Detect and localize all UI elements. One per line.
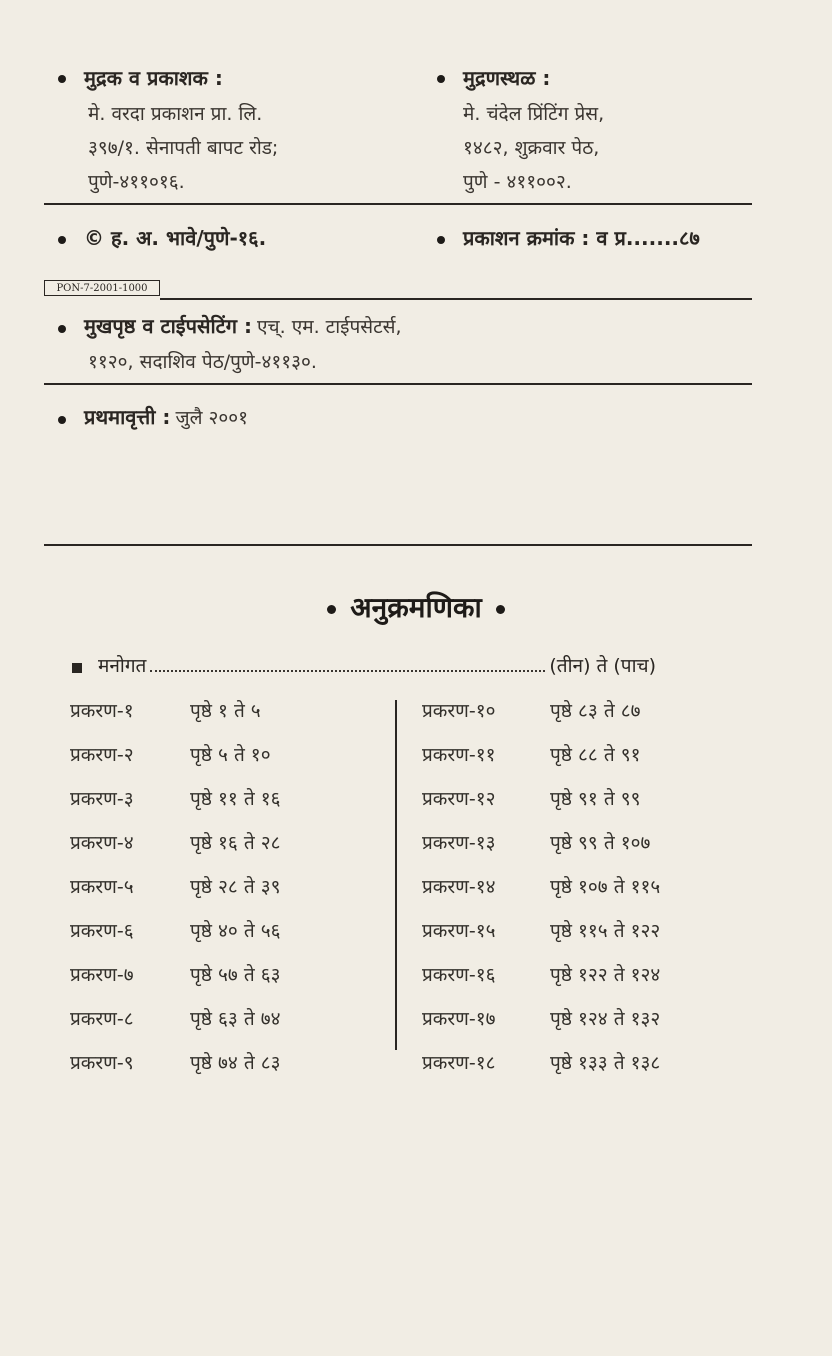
first-edition-value: जुलै २००१	[175, 407, 249, 429]
chapter-label: प्रकरण-७	[70, 964, 134, 986]
contents-row	[70, 869, 280, 913]
contents-row	[422, 1001, 660, 1045]
contents-row	[70, 781, 280, 825]
chapter-pages: पृष्ठे ५ ते १०	[190, 744, 271, 766]
chapter-pages: पृष्ठे २८ ते ३९	[190, 876, 281, 898]
contents-title-wrap	[0, 588, 832, 626]
contents-left-column	[70, 693, 280, 1089]
chapter-label: प्रकरण-१४	[422, 876, 496, 898]
press-line: १४८२, शुक्रवार पेठ,	[463, 137, 600, 159]
printer-publisher-line: मे. वरदा प्रकाशन प्रा. लि.	[88, 103, 263, 125]
chapter-pages: पृष्ठे ९९ ते १०७	[550, 832, 651, 854]
contents-row	[422, 1045, 660, 1089]
contents-title: अनुक्रमणिका	[350, 591, 482, 624]
printer-publisher-line: पुणे-४११०१६.	[88, 171, 185, 193]
chapter-label: प्रकरण-११	[422, 744, 496, 766]
contents-row	[422, 825, 660, 869]
chapter-pages: पृष्ठे ८३ ते ८७	[550, 700, 641, 722]
contents-row	[70, 825, 280, 869]
bullet-icon	[58, 75, 66, 83]
chapter-label: प्रकरण-५	[70, 876, 134, 898]
chapter-pages: पृष्ठे १२४ ते १३२	[550, 1008, 661, 1030]
preface-pages: (तीन) ते (पाच)	[549, 655, 656, 677]
press-line: मे. चंदेल प्रिंटिंग प्रेस,	[463, 103, 605, 125]
contents-row	[70, 693, 280, 737]
first-edition-label: प्रथमावृत्ती :	[84, 405, 171, 429]
chapter-label: प्रकरण-४	[70, 832, 134, 854]
contents-row	[422, 957, 660, 1001]
preface-line	[98, 652, 738, 678]
chapter-label: प्रकरण-२	[70, 744, 134, 766]
chapter-pages: पृष्ठे ७४ ते ८३	[190, 1052, 281, 1074]
chapter-pages: पृष्ठे ९१ ते ९९	[550, 788, 641, 810]
divider	[160, 298, 752, 300]
bullet-icon	[58, 325, 66, 333]
chapter-label: प्रकरण-१	[70, 700, 134, 722]
chapter-label: प्रकरण-१२	[422, 788, 496, 810]
chapter-pages: पृष्ठे १६ ते २८	[190, 832, 281, 854]
contents-row	[422, 693, 660, 737]
chapter-pages: पृष्ठे ११५ ते १२२	[550, 920, 661, 942]
dot-leader	[150, 654, 545, 672]
chapter-pages: पृष्ठे १२२ ते १२४	[550, 964, 661, 986]
chapter-pages: पृष्ठे ११ ते १६	[190, 788, 281, 810]
contents-row	[422, 869, 660, 913]
contents-row	[422, 737, 660, 781]
chapter-label: प्रकरण-१७	[422, 1008, 496, 1030]
contents-row	[70, 1001, 280, 1045]
chapter-label: प्रकरण-१०	[422, 700, 496, 722]
chapter-label: प्रकरण-९	[70, 1052, 134, 1074]
contents-row	[70, 913, 280, 957]
preface-label: मनोगत	[98, 655, 147, 677]
chapter-pages: पृष्ठे ८८ ते ९१	[550, 744, 641, 766]
contents-row	[70, 737, 280, 781]
contents-row	[422, 781, 660, 825]
chapter-pages: पृष्ठे ६३ ते ७४	[190, 1008, 281, 1030]
divider	[44, 203, 752, 205]
bullet-icon	[327, 605, 336, 614]
divider	[44, 544, 752, 546]
chapter-pages: पृष्ठे १ ते ५	[190, 700, 261, 722]
printer-publisher-line: ३९७/१. सेनापती बापट रोड;	[88, 137, 279, 159]
bullet-icon	[437, 236, 445, 244]
press-label: मुद्रणस्थळ :	[463, 66, 551, 90]
press-line: पुणे - ४११००२.	[463, 171, 572, 193]
print-code: PON-7-2001-1000	[44, 280, 160, 296]
chapter-label: प्रकरण-३	[70, 788, 134, 810]
contents-row	[70, 1045, 280, 1089]
publication-number: प्रकाशन क्रमांक : व प्र.......८७	[463, 226, 700, 250]
typesetting-address: ११२०, सदाशिव पेठ/पुणे-४११३०.	[88, 351, 317, 373]
bullet-icon	[437, 75, 445, 83]
chapter-label: प्रकरण-६	[70, 920, 134, 942]
bullet-icon	[58, 416, 66, 424]
chapter-pages: पृष्ठे ५७ ते ६३	[190, 964, 281, 986]
column-divider	[395, 700, 397, 1050]
contents-row	[422, 913, 660, 957]
typesetting-label: मुखपृष्ठ व टाईपसेटिंग :	[84, 314, 252, 338]
bullet-icon	[58, 236, 66, 244]
chapter-pages: पृष्ठे १०७ ते ११५	[550, 876, 661, 898]
chapter-label: प्रकरण-१३	[422, 832, 496, 854]
first-edition-line	[84, 403, 248, 430]
divider	[44, 383, 752, 385]
chapter-pages: पृष्ठे १३३ ते १३८	[550, 1052, 661, 1074]
printer-publisher-label: मुद्रक व प्रकाशक :	[84, 66, 223, 90]
contents-right-column	[422, 693, 660, 1089]
typesetting-value: एच्. एम. टाईपसेटर्स,	[257, 316, 402, 338]
chapter-label: प्रकरण-१६	[422, 964, 496, 986]
chapter-label: प्रकरण-१५	[422, 920, 496, 942]
chapter-label: प्रकरण-१८	[422, 1052, 496, 1074]
chapter-pages: पृष्ठे ४० ते ५६	[190, 920, 281, 942]
typesetting-line	[84, 312, 402, 339]
chapter-label: प्रकरण-८	[70, 1008, 134, 1030]
bullet-icon	[496, 605, 505, 614]
contents-row	[70, 957, 280, 1001]
copyright: © ह. अ. भावे/पुणे-१६.	[84, 226, 267, 250]
square-bullet-icon	[72, 663, 82, 673]
